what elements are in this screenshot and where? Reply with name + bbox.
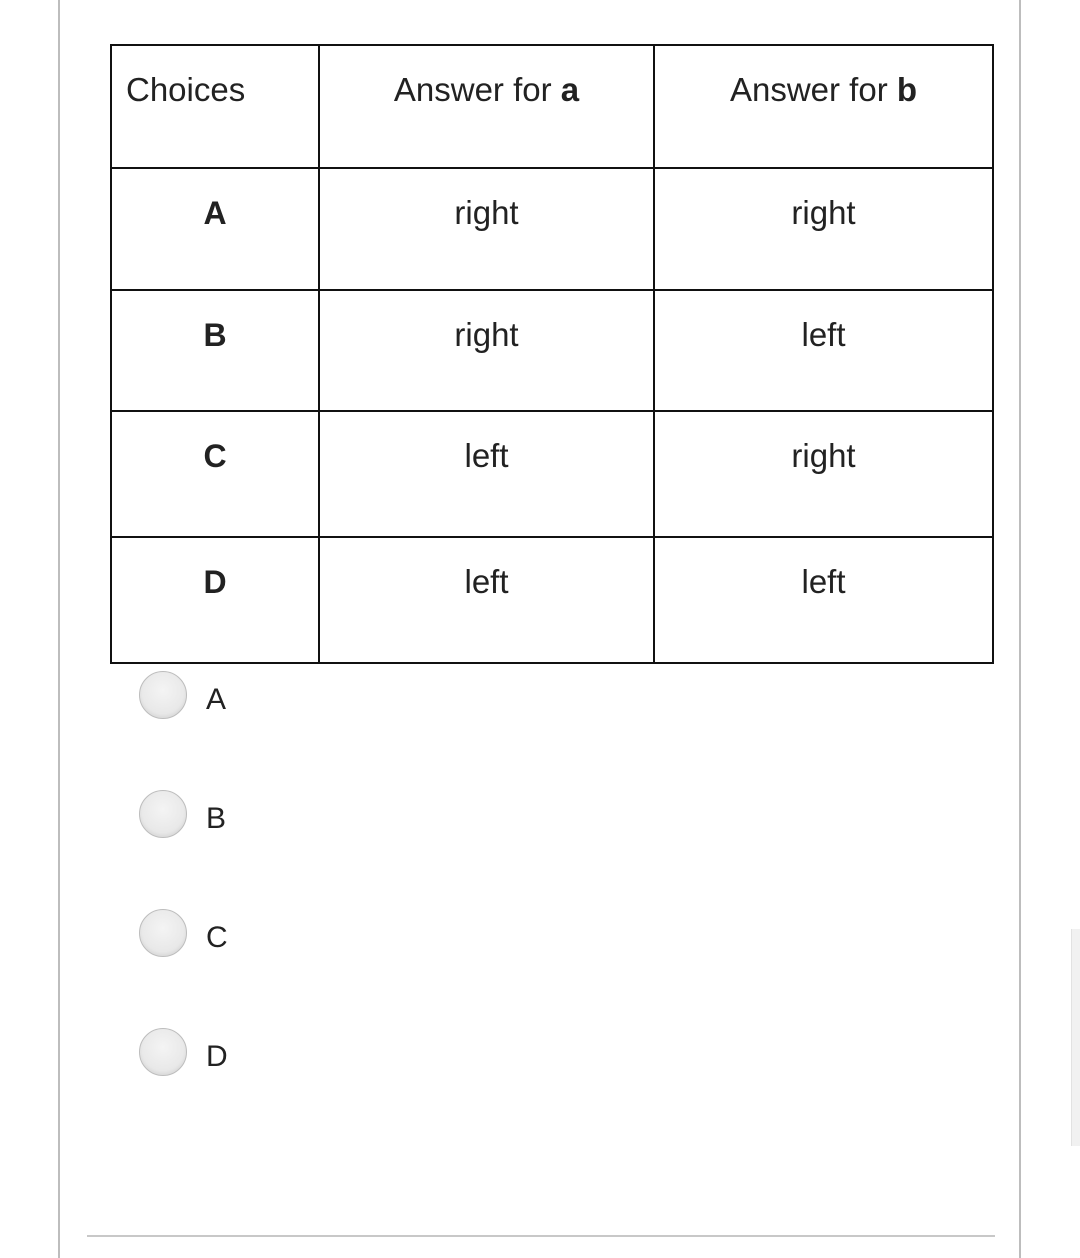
header-answer-b-prefix: Answer for <box>729 71 897 108</box>
table-row <box>111 290 993 411</box>
header-answer-a-label <box>320 46 653 110</box>
answer-b-cell <box>654 290 993 411</box>
header-choices-label: Choices <box>126 71 246 108</box>
answer-a-value: right <box>454 194 519 231</box>
answer-a-value: left <box>464 437 509 474</box>
option-label: D <box>206 1040 228 1073</box>
choice-cell <box>111 537 319 663</box>
header-answer-a-var: a <box>560 71 580 108</box>
option-d[interactable] <box>139 1025 228 1079</box>
answer-a-value: right <box>454 316 519 353</box>
option-c[interactable] <box>139 906 228 960</box>
option-label: C <box>206 921 228 954</box>
option-label: A <box>206 683 227 716</box>
answer-a-cell <box>319 290 654 411</box>
radio-button-icon[interactable] <box>139 790 187 838</box>
answer-b-cell <box>654 411 993 537</box>
choice-letter: A <box>203 195 227 231</box>
scrollbar-edge[interactable] <box>1071 929 1080 1146</box>
answer-a-cell <box>319 537 654 663</box>
choice-letter: B <box>203 317 227 353</box>
choice-cell <box>111 168 319 290</box>
answer-b-cell <box>654 168 993 290</box>
table-row <box>111 537 993 663</box>
table-header-row <box>111 45 993 168</box>
header-answer-b-label <box>655 46 992 110</box>
choice-cell <box>111 411 319 537</box>
radio-button-icon[interactable] <box>139 909 187 957</box>
answer-b-value: right <box>791 194 856 231</box>
header-answer-b-var: b <box>896 71 918 108</box>
choice-letter: C <box>203 438 227 474</box>
option-b[interactable] <box>139 787 226 841</box>
radio-button-icon[interactable] <box>139 1028 187 1076</box>
answer-b-value: left <box>801 316 846 353</box>
table-row <box>111 411 993 537</box>
choice-cell <box>111 290 319 411</box>
answer-a-value: left <box>464 563 509 600</box>
answer-b-value: right <box>791 437 856 474</box>
header-answer-a-prefix: Answer for <box>393 71 561 108</box>
option-a[interactable] <box>139 668 226 722</box>
answer-a-cell <box>319 168 654 290</box>
answer-a-cell <box>319 411 654 537</box>
radio-button-icon[interactable] <box>139 671 187 719</box>
choice-letter: D <box>203 564 227 600</box>
header-answer-b-cell <box>654 45 993 168</box>
header-choices-cell <box>111 45 319 168</box>
option-label: B <box>206 802 227 835</box>
answer-b-cell <box>654 537 993 663</box>
header-answer-a-cell <box>319 45 654 168</box>
table-row <box>111 168 993 290</box>
answer-choices-table <box>110 44 994 664</box>
answer-b-value: left <box>801 563 846 600</box>
bottom-divider <box>87 1235 995 1237</box>
